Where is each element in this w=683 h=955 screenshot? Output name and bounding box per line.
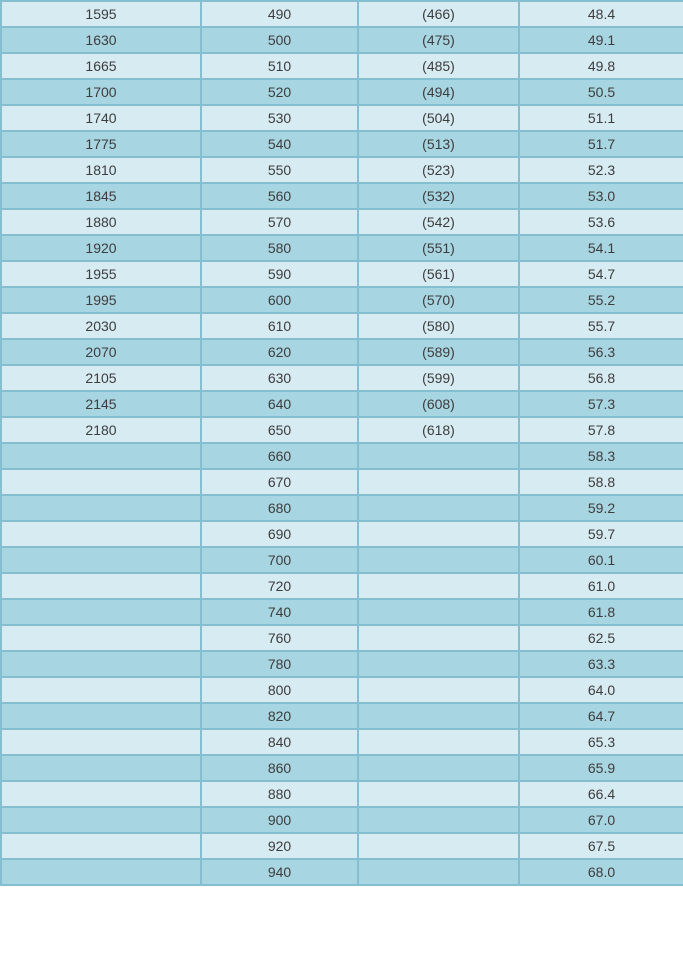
table-cell: 53.0 bbox=[519, 183, 683, 209]
table-cell: 61.8 bbox=[519, 599, 683, 625]
table-cell: 900 bbox=[201, 807, 358, 833]
table-cell: 530 bbox=[201, 105, 358, 131]
table-row bbox=[1, 443, 683, 469]
table-cell: 1995 bbox=[1, 287, 201, 313]
table-row bbox=[1, 729, 683, 755]
table-cell: 680 bbox=[201, 495, 358, 521]
table-cell: 1775 bbox=[1, 131, 201, 157]
table-cell bbox=[358, 651, 519, 677]
table-row bbox=[1, 651, 683, 677]
table-cell: 580 bbox=[201, 235, 358, 261]
table-cell: 57.8 bbox=[519, 417, 683, 443]
table-cell: 550 bbox=[201, 157, 358, 183]
table-cell bbox=[1, 443, 201, 469]
table-cell: 1700 bbox=[1, 79, 201, 105]
table-row bbox=[1, 781, 683, 807]
table-cell: 600 bbox=[201, 287, 358, 313]
table-cell bbox=[358, 625, 519, 651]
table-row bbox=[1, 261, 683, 287]
table-cell: 610 bbox=[201, 313, 358, 339]
table-cell: (618) bbox=[358, 417, 519, 443]
table-row bbox=[1, 573, 683, 599]
table-cell: 880 bbox=[201, 781, 358, 807]
table-cell bbox=[358, 703, 519, 729]
table-cell bbox=[1, 703, 201, 729]
table-cell: 1845 bbox=[1, 183, 201, 209]
table-cell: 840 bbox=[201, 729, 358, 755]
table-cell: 590 bbox=[201, 261, 358, 287]
table-cell: 2030 bbox=[1, 313, 201, 339]
table-cell: 1955 bbox=[1, 261, 201, 287]
table-row bbox=[1, 755, 683, 781]
table-cell: 560 bbox=[201, 183, 358, 209]
table-cell: 58.3 bbox=[519, 443, 683, 469]
table-cell: (485) bbox=[358, 53, 519, 79]
table-cell: 66.4 bbox=[519, 781, 683, 807]
table-row bbox=[1, 495, 683, 521]
table-cell: 48.4 bbox=[519, 1, 683, 27]
table-row bbox=[1, 677, 683, 703]
table-cell: 59.7 bbox=[519, 521, 683, 547]
table-cell bbox=[1, 859, 201, 885]
table-cell: 700 bbox=[201, 547, 358, 573]
table-cell: 63.3 bbox=[519, 651, 683, 677]
table-cell bbox=[358, 729, 519, 755]
table-cell: 1880 bbox=[1, 209, 201, 235]
table-cell: 67.5 bbox=[519, 833, 683, 859]
table-cell: 68.0 bbox=[519, 859, 683, 885]
table-cell: 55.2 bbox=[519, 287, 683, 313]
table-cell: 51.1 bbox=[519, 105, 683, 131]
table-row bbox=[1, 27, 683, 53]
table-cell: 64.7 bbox=[519, 703, 683, 729]
table-cell: 60.1 bbox=[519, 547, 683, 573]
table-cell bbox=[358, 833, 519, 859]
table-cell bbox=[358, 573, 519, 599]
table-cell: 860 bbox=[201, 755, 358, 781]
table-cell bbox=[358, 807, 519, 833]
table-cell: (570) bbox=[358, 287, 519, 313]
table-cell: 670 bbox=[201, 469, 358, 495]
table-row bbox=[1, 703, 683, 729]
table-cell: 740 bbox=[201, 599, 358, 625]
table-cell: 630 bbox=[201, 365, 358, 391]
table-cell: 690 bbox=[201, 521, 358, 547]
table-cell bbox=[1, 651, 201, 677]
table-cell: 720 bbox=[201, 573, 358, 599]
table-cell: (475) bbox=[358, 27, 519, 53]
table-row bbox=[1, 1, 683, 27]
table-row bbox=[1, 547, 683, 573]
table-cell: 54.1 bbox=[519, 235, 683, 261]
table-cell: 1595 bbox=[1, 1, 201, 27]
table-cell bbox=[358, 495, 519, 521]
table-row bbox=[1, 417, 683, 443]
table-cell: 1630 bbox=[1, 27, 201, 53]
table-cell: (551) bbox=[358, 235, 519, 261]
table-cell: 53.6 bbox=[519, 209, 683, 235]
table-cell bbox=[358, 755, 519, 781]
table-cell: (523) bbox=[358, 157, 519, 183]
table-row bbox=[1, 599, 683, 625]
table-row bbox=[1, 131, 683, 157]
table-cell: (589) bbox=[358, 339, 519, 365]
table-row bbox=[1, 391, 683, 417]
table-cell: 640 bbox=[201, 391, 358, 417]
table-cell: (542) bbox=[358, 209, 519, 235]
table-cell: 820 bbox=[201, 703, 358, 729]
table-cell bbox=[1, 755, 201, 781]
table-cell: 1920 bbox=[1, 235, 201, 261]
table-cell: (504) bbox=[358, 105, 519, 131]
table-cell: (580) bbox=[358, 313, 519, 339]
table-cell: 1810 bbox=[1, 157, 201, 183]
table-cell: 800 bbox=[201, 677, 358, 703]
table-cell: 780 bbox=[201, 651, 358, 677]
table-row bbox=[1, 469, 683, 495]
table-cell bbox=[358, 521, 519, 547]
table-cell: (494) bbox=[358, 79, 519, 105]
table-cell: 65.9 bbox=[519, 755, 683, 781]
table-cell: 510 bbox=[201, 53, 358, 79]
table-row bbox=[1, 313, 683, 339]
table-row bbox=[1, 235, 683, 261]
table-row bbox=[1, 183, 683, 209]
table-cell: 2145 bbox=[1, 391, 201, 417]
table-row bbox=[1, 105, 683, 131]
table-cell: 650 bbox=[201, 417, 358, 443]
table-cell bbox=[1, 599, 201, 625]
table-cell bbox=[358, 859, 519, 885]
table-cell bbox=[358, 443, 519, 469]
table-cell: 1665 bbox=[1, 53, 201, 79]
table-cell bbox=[1, 729, 201, 755]
table-cell: (599) bbox=[358, 365, 519, 391]
table-cell: 57.3 bbox=[519, 391, 683, 417]
table-cell: 64.0 bbox=[519, 677, 683, 703]
table-cell: 58.8 bbox=[519, 469, 683, 495]
table-row bbox=[1, 859, 683, 885]
conversion-table-body bbox=[1, 1, 683, 885]
table-row bbox=[1, 53, 683, 79]
table-cell: (532) bbox=[358, 183, 519, 209]
table-cell: 540 bbox=[201, 131, 358, 157]
table-row bbox=[1, 365, 683, 391]
table-cell: 500 bbox=[201, 27, 358, 53]
table-cell: 65.3 bbox=[519, 729, 683, 755]
table-cell bbox=[1, 781, 201, 807]
table-cell: 760 bbox=[201, 625, 358, 651]
table-cell: 61.0 bbox=[519, 573, 683, 599]
table-cell: 51.7 bbox=[519, 131, 683, 157]
table-cell bbox=[358, 547, 519, 573]
table-cell: 59.2 bbox=[519, 495, 683, 521]
table-cell: 52.3 bbox=[519, 157, 683, 183]
table-cell: 1740 bbox=[1, 105, 201, 131]
table-cell: 570 bbox=[201, 209, 358, 235]
table-row bbox=[1, 287, 683, 313]
table-cell bbox=[1, 547, 201, 573]
table-cell: 50.5 bbox=[519, 79, 683, 105]
table-cell: 920 bbox=[201, 833, 358, 859]
table-cell: 490 bbox=[201, 1, 358, 27]
table-cell: 940 bbox=[201, 859, 358, 885]
table-cell bbox=[1, 625, 201, 651]
table-cell bbox=[1, 677, 201, 703]
table-row bbox=[1, 209, 683, 235]
table-row bbox=[1, 833, 683, 859]
table-cell bbox=[1, 807, 201, 833]
table-cell: 2105 bbox=[1, 365, 201, 391]
table-cell: 67.0 bbox=[519, 807, 683, 833]
table-cell bbox=[1, 469, 201, 495]
table-cell: 55.7 bbox=[519, 313, 683, 339]
table-cell: (466) bbox=[358, 1, 519, 27]
table-cell: (513) bbox=[358, 131, 519, 157]
table-cell bbox=[1, 521, 201, 547]
table-cell: 520 bbox=[201, 79, 358, 105]
table-cell: 2180 bbox=[1, 417, 201, 443]
table-row bbox=[1, 807, 683, 833]
table-cell bbox=[1, 573, 201, 599]
table-row bbox=[1, 157, 683, 183]
table-cell: 2070 bbox=[1, 339, 201, 365]
table-cell: 56.3 bbox=[519, 339, 683, 365]
table-row bbox=[1, 521, 683, 547]
table-cell: (561) bbox=[358, 261, 519, 287]
table-cell bbox=[358, 677, 519, 703]
table-row bbox=[1, 79, 683, 105]
table-cell: 49.1 bbox=[519, 27, 683, 53]
table-cell bbox=[358, 781, 519, 807]
table-row bbox=[1, 339, 683, 365]
table-cell: 54.7 bbox=[519, 261, 683, 287]
table-cell: 49.8 bbox=[519, 53, 683, 79]
table-cell: 620 bbox=[201, 339, 358, 365]
table-cell: (608) bbox=[358, 391, 519, 417]
table-cell: 660 bbox=[201, 443, 358, 469]
table-cell bbox=[358, 469, 519, 495]
table-cell bbox=[1, 833, 201, 859]
table-cell bbox=[1, 495, 201, 521]
table-cell bbox=[358, 599, 519, 625]
table-cell: 62.5 bbox=[519, 625, 683, 651]
table-cell: 56.8 bbox=[519, 365, 683, 391]
table-row bbox=[1, 625, 683, 651]
